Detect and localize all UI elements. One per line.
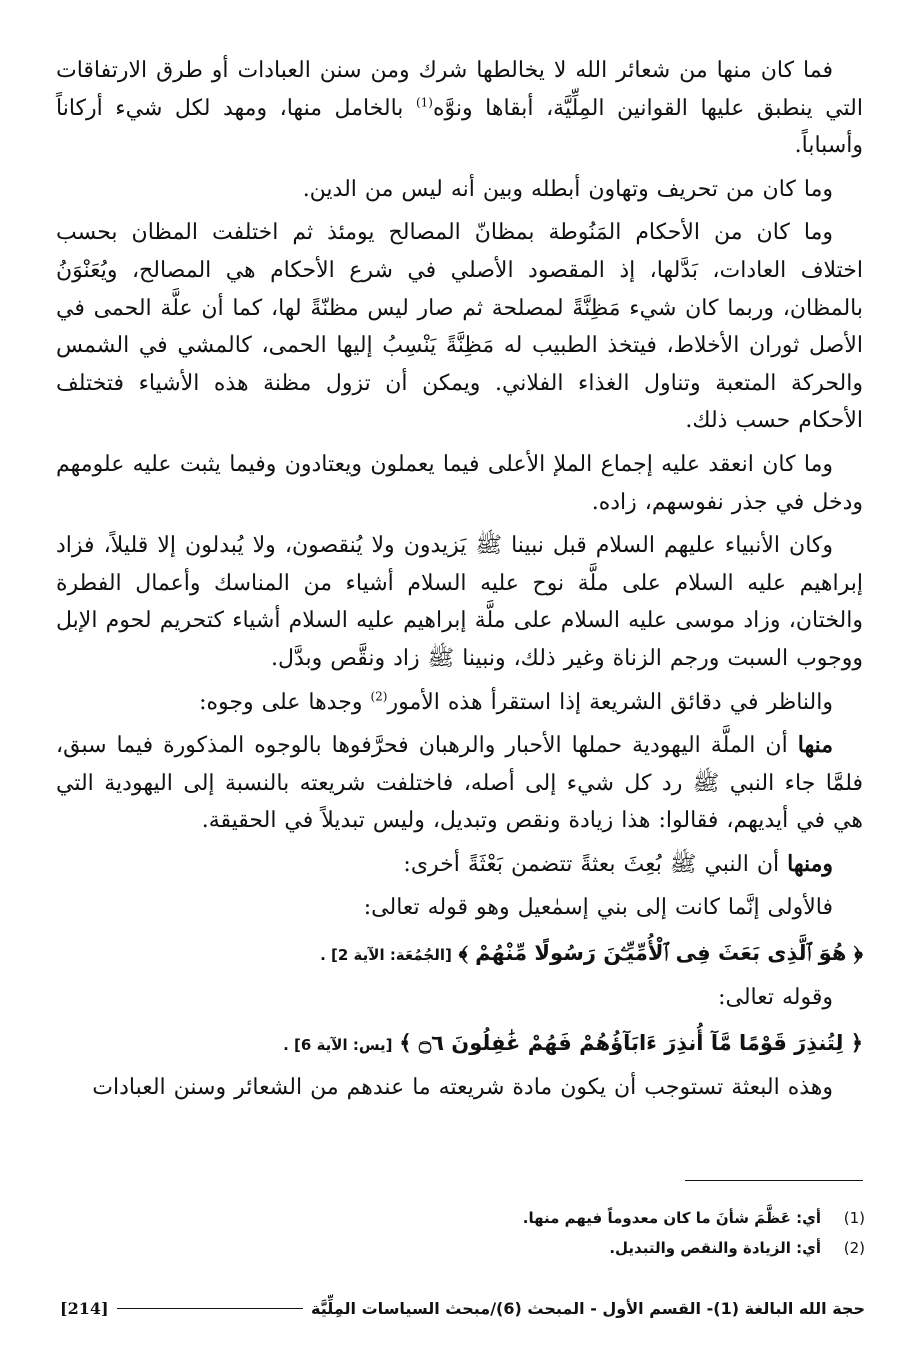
verse-reference: [يس: الآية 6] . bbox=[283, 1035, 393, 1054]
paragraph-11: وهذه البعثة تستوجب أن يكون مادة شريعته ما عندهم من الشعائر وسنن العبادات bbox=[92, 1074, 833, 1100]
paragraph-9: فالأولى إنَّما كانت إلى بني إسمٰعيل وهو قوله تعالى: bbox=[363, 895, 833, 921]
footer-rule bbox=[117, 1308, 303, 1309]
footnote-number: (1) bbox=[843, 1209, 865, 1227]
paragraph-text-tail: وجدها على وجوه: bbox=[199, 689, 363, 715]
running-title: حجة الله البالغة (1)- القسم الأول - المبحث (6)/مبحث السياسات المِلِّيَّة bbox=[311, 1298, 865, 1318]
lead-word: ومنها bbox=[787, 850, 833, 877]
lead-word: منها bbox=[797, 732, 834, 759]
footnote-number: (2) bbox=[843, 1239, 865, 1257]
footnote-marker: (1) bbox=[415, 95, 433, 110]
paragraph-text-tail: بالخامل منها، ومهد لكل شيء أركاناً وأسباباً. bbox=[56, 95, 863, 159]
paragraph-4: وما كان انعقد عليه إجماع الملإ الأعلى فيما يعملون ويعتادون وفيما يثبت عليه علومهم ودخل في جذر نفوسهم، زاده. bbox=[56, 451, 863, 515]
paragraph-5: وكان الأنبياء عليهم السلام قبل نبينا ﷺ يَزيدون ولا يُنقصون، ولا يُبدلون إلا قليلاً، فزاد إبراهيم عليه السلام على ملَّة نوح عليه السلام أشياء من المناسك وأعمال الفطرة والختان، وزاد موسى عليه السلام على ملَّة إبراهيم عليه السلام أشياء كتحريم لحوم الإبل ووجوب السبت ورجم الزناة وغير ذلك، ونبينا ﷺ زاد ونقَّص وبدَّل. bbox=[56, 533, 863, 671]
paragraph-text: والناظر في دقائق الشريعة إذا استقرأ هذه الأمور bbox=[387, 689, 833, 715]
main-text bbox=[56, 52, 863, 1112]
footnote-marker: (2) bbox=[370, 689, 388, 704]
paragraph-text: فما كان منها من شعائر الله لا يخالطها شرك ومن سنن العبادات أو طرق الارتفاقات التي ينطبق عليها القوانين المِلِّيَّة، أبقاها ونوَّه bbox=[56, 58, 863, 121]
page-footer bbox=[60, 1296, 865, 1320]
footnote-text: أي: عَظَّمَ شأنَ ما كان معدوماً فيهم منها. bbox=[522, 1209, 821, 1227]
footnote-1 bbox=[60, 1203, 865, 1233]
footnotes bbox=[60, 1203, 865, 1263]
footnote-divider bbox=[685, 1180, 863, 1181]
paragraph-7 bbox=[56, 727, 863, 840]
paragraph-10: وقوله تعالى: bbox=[718, 985, 833, 1011]
verse-text: ﴿ هُوَ ٱلَّذِى بَعَثَ فِى ٱلْأُمِّيِّـۧنَ رَسُولًا مِّنْهُمْ ﴾ bbox=[458, 941, 863, 966]
paragraph-8 bbox=[56, 846, 863, 884]
verse-reference: [الجُمُعَة: الآية 2] . bbox=[320, 946, 452, 965]
paragraph-text: أن النبي ﷺ بُعِثَ بعثةً تتضمن بَعْثَةً أخرى: bbox=[403, 851, 780, 877]
quran-verse-1 bbox=[56, 933, 863, 975]
paragraph-2: وما كان من تحريف وتهاون أبطله وبين أنه ليس من الدين. bbox=[302, 176, 833, 202]
page-number: [214] bbox=[60, 1298, 109, 1318]
verse-text: ﴿ لِتُنذِرَ قَوْمًا مَّآ أُنذِرَ ءَابَآؤُهُمْ فَهُمْ غَٰفِلُونَ ۝٦ ﴾ bbox=[399, 1030, 863, 1055]
paragraph-text: أن الملَّة اليهودية حملها الأحبار والرهبان فحرَّفوها بالوجوه المذكورة فيما سبق، فلمَّا جاء النبي ﷺ رد كل شيء إلى أصله، فاختلفت شريعته بالنسبة إلى اليهودية التي هي في أيديهم، فقالوا: هذا زيادة ونقص وتبديل، وليس تبديلاً في الحقيقة. bbox=[56, 733, 863, 834]
footnote-2 bbox=[60, 1233, 865, 1263]
quran-verse-2 bbox=[56, 1023, 863, 1065]
paragraph-6 bbox=[56, 684, 863, 722]
footnote-text: أي: الزيادة والنقص والتبديل. bbox=[609, 1239, 821, 1257]
paragraph-3: وما كان من الأحكام المَنُوطة بمظانّ المصالح يومئذ ثم اختلفت المظان بحسب اختلاف العادات، بَدَّلها، إذ المقصود الأصلي في شرع الأحكام هي المصالح، ويُعَنْوَنُ بالمظان، وربما كان شيء مَظِنَّةً لمصلحة ثم صار ليس مظنّةً لها، كما أن علَّة الحمى في الأصل ثوران الأخلاط، فيتخذ الطبيب له مَظِنَّةً يَنْسِبُ إليها الحمى، كالمشي في الشمس والحركة المتعبة وتناول الغذاء الفلاني. ويمكن أن تزول مظنة هذه الأشياء فتختلف الأحكام حسب ذلك. bbox=[56, 220, 863, 434]
paragraph-1 bbox=[56, 52, 863, 165]
